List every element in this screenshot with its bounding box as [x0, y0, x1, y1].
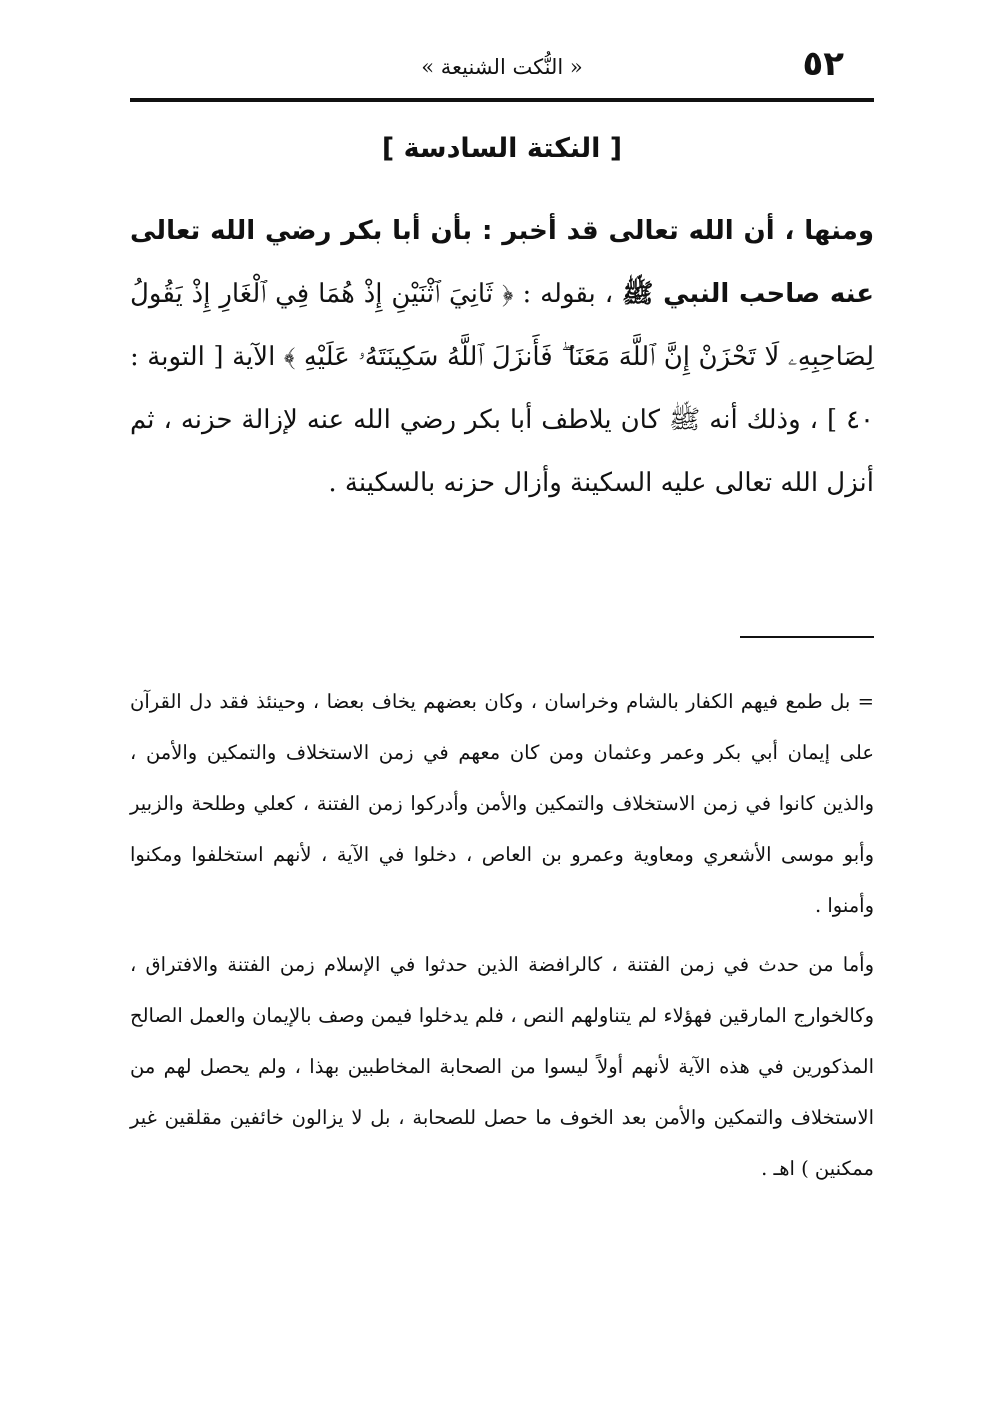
- footnote-rule: [740, 636, 874, 638]
- intro-text: ومنها ، أن الله تعالى قد أخبر : بأن أبا بكر رضي الله تعالى عنه صاحب النبي ﷺ: [130, 216, 875, 309]
- page-number: ٥٢: [802, 44, 844, 84]
- quran-verse: ﴿ ثَانِيَ ٱثْنَيْنِ إِذْ هُمَا فِي ٱلْغَارِ إِذْ يَقُولُ لِصَاحِبِهِۦ لَا تَحْزَنْ إِنَّ ٱللَّهَ مَعَنَا ۖ فَأَنزَلَ ٱللَّهُ سَكِينَتَهُۥ عَلَيْهِ ﴾: [130, 279, 874, 372]
- main-paragraph: [130, 200, 874, 515]
- section-title: [ النكتة السادسة ]: [381, 133, 623, 164]
- header-rule: [130, 98, 874, 102]
- footnote-paragraph-1: = بل طمع فيهم الكفار بالشام وخراسان ، وكان بعضهم يخاف بعضا ، وحينئذ فقد دل القرآن على إيمان أبي بكر وعمر وعثمان ومن كان معهم في زمن الاستخلاف والتمكين والأمن ، والذين كانوا في زمن الاستخلاف والتمكين والأمن وأدركوا زمن الفتنة ، كعلي وطلحة والزبير وأبو موسى الأشعري ومعاوية وعمرو بن العاص ، دخلوا في الآية ، لأنهم استخلفوا ومكنوا وأمنوا .: [130, 690, 874, 917]
- footnotes: [130, 676, 874, 1202]
- running-title: « النُّكت الشنيعة »: [421, 55, 583, 79]
- explanation-text: أنه ﷺ كان يلاطف أبا بكر رضي الله عنه لإزالة حزنه ، ثم أنزل الله تعالى عليه السكينة وأزال حزنه بالسكينة .: [130, 405, 874, 498]
- verse-citation: الآية [ التوبة : ٤٠ ] ، وذلك: [130, 342, 874, 435]
- footnote-paragraph-2: وأما من حدث في زمن الفتنة ، كالرافضة الذين حدثوا في الإسلام زمن الفتنة والافتراق ، وكالخوارج المارقين فهؤلاء لم يتناولهم النص ، فلم يدخلوا فيمن وصف بالإيمان والعمل الصالح المذكورين في هذه الآية لأنهم أولاً ليسوا من الصحابة المخاطبين بهذا ، ولم يحصل لهم من الاستخلاف والتمكين والأمن بعد الخوف ما حصل للصحابة ، بل لا يزالون خائفين مقلقين غير ممكنين ) اهـ .: [130, 953, 874, 1180]
- by-saying-text: ، بقوله :: [522, 279, 614, 309]
- page-header: [130, 42, 874, 92]
